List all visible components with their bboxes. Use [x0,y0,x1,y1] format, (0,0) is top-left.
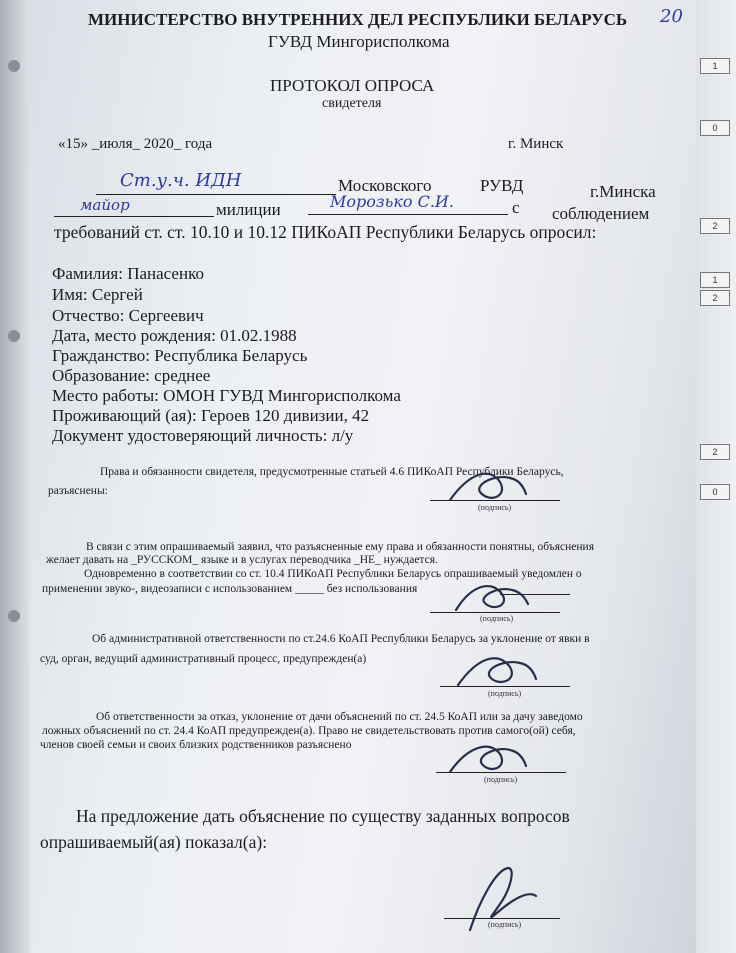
department-heading: ГУВД Мингорисполкома [268,32,450,51]
rights-line: разъяснены: [48,485,108,497]
officer-name-handwritten: Морозько С.И. [330,192,454,211]
signature-mark [440,732,530,782]
district-text: Московского [338,176,432,195]
protocol-title: ПРОТОКОЛ ОПРОСА [270,76,435,95]
requirements-text: требований ст. ст. 10.10 и 10.12 ПИКоАП Республики Беларусь опросил: [54,222,597,242]
binder-hole [8,330,20,342]
margin-tab: 1 [700,272,730,288]
militia-text: милиции [216,200,281,219]
signature-mark [440,462,530,512]
signature-label: (подпись) [488,689,522,698]
underline [308,214,508,215]
signature-mark [456,860,546,938]
margin-tab: 2 [700,218,730,234]
refusal-line: членов своей семьи и своих близких родственников разъяснено [40,739,352,751]
signature-mark [448,645,538,695]
protocol-city: г. Минск [508,136,564,152]
rovd-text: РУВД [480,176,524,195]
officer-position-handwritten: Ст.у.ч. ИДН [120,170,242,191]
compliance-text: соблюдением [552,204,650,223]
workplace-field: Место работы: ОМОН ГУВД Мингорисполкома [52,386,401,405]
language-line: желает давать на _РУССКОМ_ языке и в услугах переводчика _НЕ_ нуждается. [46,554,438,566]
citizenship-field: Гражданство: Республика Беларусь [52,346,308,365]
birth-field: Дата, место рождения: 01.02.1988 [52,326,297,345]
patronymic-field: Отчество: Сергеевич [52,306,204,325]
signature-label: (подпись) [480,614,514,623]
underline [54,216,214,217]
ministry-heading: МИНИСТЕРСТВО ВНУТРЕННИХ ДЕЛ РЕСПУБЛИКИ БЕЛАРУСЬ [88,10,628,29]
statement-line: На предложение дать объяснение по существу заданных вопросов [76,806,570,826]
signature-mark [444,572,534,622]
officer-rank-handwritten: майор [80,196,130,214]
residence-field: Проживающий (ая): Героев 120 дивизии, 42 [52,406,370,425]
protocol-date: «15» _июля_ 2020_ года [58,136,213,152]
surname-field: Фамилия: Панасенко [52,264,204,283]
margin-tab: 2 [700,290,730,306]
language-line: В связи с этим опрашиваемый заявил, что разъясненные ему права и обязанности понятны, объяснения [86,541,595,553]
minsk-text: г.Минска [590,182,656,201]
signature-label: (подпись) [488,920,522,929]
name-field: Имя: Сергей [52,285,143,304]
protocol-subtitle: свидетеля [322,96,382,111]
binder-hole [8,60,20,72]
language-line: применении звуко-, видеозаписи с использованием _____ без использования [42,583,418,595]
admin-line: Об административной ответственности по ст.24.6 КоАП Республики Беларусь за уклонение от явки в [92,633,590,645]
margin-tab: 2 [700,444,730,460]
rights-line: Права и обязанности свидетеля, предусмотренные статьей 4.6 ПИКоАП Республики Беларусь, [100,466,564,478]
margin-tab: 0 [700,120,730,136]
margin-tab: 1 [700,58,730,74]
underline [96,194,336,195]
admin-line: суд, орган, ведущий административный процесс, предупрежден(а) [40,653,367,665]
signature-label: (подпись) [484,775,518,784]
education-field: Образование: среднее [52,366,211,385]
page-number: 20 [660,6,683,27]
margin-tab: 0 [700,484,730,500]
document-field: Документ удостоверяющий личность: л/у [52,426,354,445]
language-line: Одновременно в соответствии со ст. 10.4 ПИКоАП Республики Беларусь опрашиваемый уведомлен о [84,568,582,580]
binder-hole [8,610,20,622]
statement-line: опрашиваемый(ая) показал(а): [40,832,268,852]
with-text: с [512,198,520,217]
signature-label: (подпись) [478,503,512,512]
underlying-sheet-edge [696,0,736,953]
refusal-line: Об ответственности за отказ, уклонение от дачи объяснений по ст. 24.5 КоАП или за дачу заведомо [96,711,583,723]
refusal-line: ложных объяснений по ст. 24.4 КоАП предупрежден(а). Право не свидетельствовать против самого(ой) себя, [42,725,576,737]
